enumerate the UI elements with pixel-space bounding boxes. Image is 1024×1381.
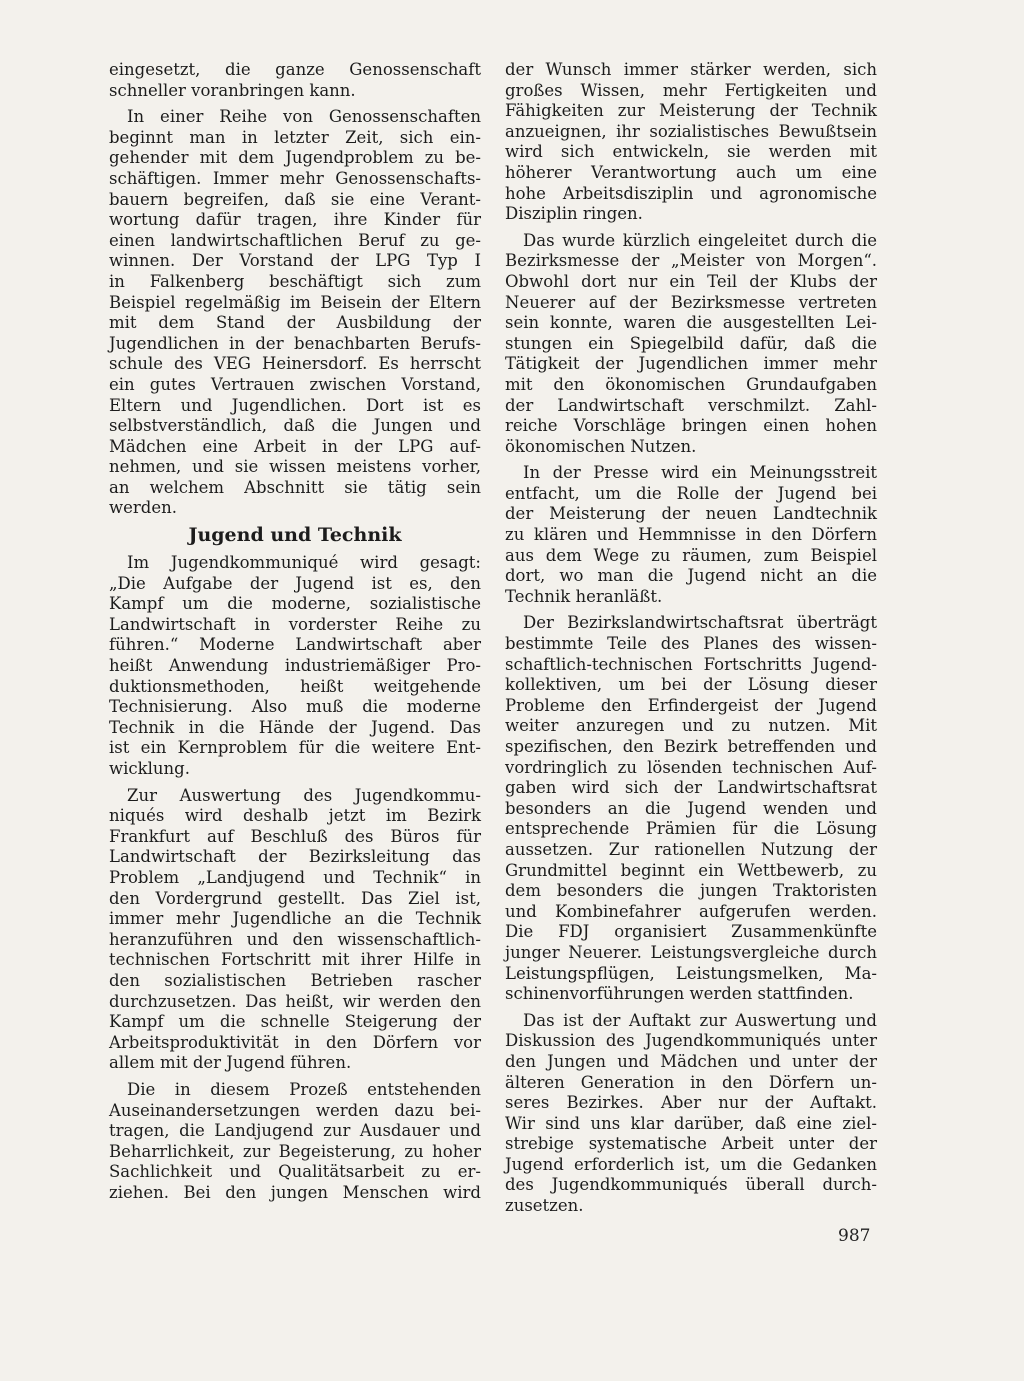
- text-line: heranzuführen und den wissenschaftlich-: [109, 929, 481, 949]
- text-line: mit dem Stand der Ausbildung der: [109, 313, 481, 333]
- text-line: Der Bezirkslandwirtschaftsrat überträgt: [523, 613, 877, 633]
- text-line: großes Wissen, mehr Fertigkeiten und: [505, 80, 877, 100]
- text-line: Probleme den Erfindergeist der Jugend: [505, 695, 877, 715]
- text-line: in Falkenberg beschäftigt sich zum: [109, 271, 481, 291]
- text-line: eingesetzt, die ganze Genossenschaft: [109, 60, 481, 79]
- text-line: ist ein Kernproblem für die weitere Ent-: [109, 738, 481, 758]
- text-line: schaftlich-technischen Fortschritts Jugend-: [505, 654, 877, 674]
- text-line: aus dem Wege zu räumen, zum Beispiel: [505, 545, 877, 565]
- text-line: schule des VEG Heinersdorf. Es herrscht: [109, 354, 481, 374]
- text-line: wortung dafür tragen, ihre Kinder für: [109, 210, 481, 230]
- text-line: Die in diesem Prozeß entstehenden: [127, 1079, 481, 1099]
- text-line: Wir sind uns klar darüber, daß eine ziel-: [505, 1113, 877, 1133]
- left-column: [109, 60, 481, 1203]
- text-line: Frankfurt auf Beschluß des Büros für: [109, 826, 481, 846]
- paragraph: [109, 553, 481, 780]
- paragraph: [505, 60, 877, 225]
- text-line: schäftigen. Immer mehr Genossenschafts-: [109, 168, 481, 188]
- text-line: der Landwirtschaft verschmilzt. Zahl-: [505, 395, 877, 415]
- text-line: Problem „Landjugend und Technik“ in: [109, 867, 481, 887]
- text-line: dem besonders die jungen Traktoristen: [505, 881, 877, 901]
- text-line: entsprechende Prämien für die Lösung: [505, 819, 877, 839]
- text-line: höherer Verantwortung auch um eine: [505, 162, 877, 182]
- text-line: durchzusetzen. Das heißt, wir werden den: [109, 991, 481, 1011]
- text-line: schinenvorführungen werden stattfinden.: [505, 984, 854, 1004]
- text-line: wicklung.: [109, 759, 190, 778]
- paragraph: [505, 613, 877, 1004]
- text-line: den Jungen und Mädchen und unter der: [505, 1051, 877, 1071]
- text-line: Technik in die Hände der Jugend. Das: [109, 717, 481, 737]
- text-line: weiter anzuregen und zu nutzen. Mit: [505, 716, 877, 736]
- text-line: Eltern und Jugendlichen. Dort ist es: [109, 395, 481, 415]
- text-line: Landwirtschaft in vorderster Reihe zu: [109, 614, 481, 634]
- text-line: Jugendlichen in der benachbarten Berufs-: [109, 333, 481, 353]
- text-line: immer mehr Jugendliche an die Technik: [109, 909, 481, 929]
- text-line: ein gutes Vertrauen zwischen Vorstand,: [109, 374, 481, 394]
- text-line: Technisierung. Also muß die moderne: [109, 697, 481, 717]
- text-line: wird sich entwickeln, sie werden mit: [505, 142, 877, 162]
- text-line: einen landwirtschaftlichen Beruf zu ge-: [109, 230, 481, 250]
- text-line: nehmen, und sie wissen meistens vorher,: [109, 457, 481, 477]
- text-line: ökonomischen Nutzen.: [505, 436, 697, 456]
- text-line: niqués wird deshalb jetzt im Bezirk: [109, 806, 481, 826]
- paragraph: [109, 786, 481, 1074]
- text-line: Diskussion des Jugendkommuniqués unter: [505, 1031, 877, 1051]
- text-line: dort, wo man die Jugend nicht an die: [505, 566, 877, 586]
- paragraph: [505, 1011, 877, 1217]
- text-line: schneller voranbringen kann.: [109, 80, 356, 100]
- text-line: Jugend erforderlich ist, um die Gedanken: [505, 1154, 877, 1174]
- text-line: winnen. Der Vorstand der LPG Typ I: [109, 251, 481, 271]
- text-line: Das ist der Auftakt zur Auswertung und: [523, 1010, 877, 1030]
- text-line: gaben wird sich der Landwirtschaftsrat: [505, 778, 877, 798]
- text-line: hohe Arbeitsdisziplin und agronomische: [505, 183, 877, 203]
- text-line: technischen Fortschritt mit ihrer Hilfe in: [109, 950, 481, 970]
- text-line: tragen, die Landjugend zur Ausdauer und: [109, 1121, 481, 1141]
- text-line: „Die Aufgabe der Jugend ist es, den: [109, 573, 481, 593]
- page-number: 987: [838, 1226, 871, 1246]
- text-line: zusetzen.: [505, 1196, 584, 1216]
- right-column: [505, 60, 877, 1217]
- text-line: beginnt man in letzter Zeit, sich ein-: [109, 127, 481, 147]
- text-line: Das wurde kürzlich eingeleitet durch die: [523, 230, 877, 250]
- text-line: Zur Auswertung des Jugendkommu-: [127, 785, 481, 805]
- paragraph: [109, 1080, 481, 1204]
- text-line: In der Presse wird ein Meinungsstreit: [523, 463, 877, 483]
- text-line: älteren Generation in den Dörfern un-: [505, 1072, 877, 1092]
- text-line: heißt Anwendung industriemäßiger Pro-: [109, 656, 481, 676]
- text-line: Landwirtschaft der Bezirksleitung das: [109, 847, 481, 867]
- text-line: Arbeitsproduktivität in den Dörfern vor: [109, 1032, 481, 1052]
- text-line: Tätigkeit der Jugendlichen immer mehr: [505, 354, 877, 374]
- text-line: gehender mit dem Jugendproblem zu be-: [109, 148, 481, 168]
- text-line: Kampf um die schnelle Steigerung der: [109, 1012, 481, 1032]
- section-heading: Jugend und Technik: [188, 524, 402, 547]
- text-line: zu klären und Hemmnisse in den Dörfern: [505, 525, 877, 545]
- text-line: stungen ein Spiegelbild dafür, daß die: [505, 333, 877, 353]
- text-line: Bezirksmesse der „Meister von Morgen“.: [505, 251, 877, 271]
- text-line: führen.“ Moderne Landwirtschaft aber: [109, 635, 481, 655]
- text-line: bestimmte Teile des Planes des wissen-: [505, 634, 877, 654]
- text-line: Leistungspflügen, Leistungsmelken, Ma-: [505, 963, 877, 983]
- text-line: Beharrlichkeit, zur Begeisterung, zu hoher: [109, 1141, 481, 1161]
- text-line: besonders an die Jugend wenden und: [505, 798, 877, 818]
- text-line: bauern begreifen, daß sie eine Verant-: [109, 189, 481, 209]
- paragraph: [109, 60, 481, 101]
- text-line: Neuerer auf der Bezirksmesse vertreten: [505, 292, 877, 312]
- text-line: seres Bezirkes. Aber nur der Auftakt.: [505, 1093, 877, 1113]
- text-line: aussetzen. Zur rationellen Nutzung der: [505, 839, 877, 859]
- text-line: strebige systematische Arbeit unter der: [505, 1134, 877, 1154]
- text-line: entfacht, um die Rolle der Jugend bei: [505, 483, 877, 503]
- text-line: Im Jugendkommuniqué wird gesagt:: [127, 553, 481, 573]
- text-line: Mädchen eine Arbeit in der LPG auf-: [109, 436, 481, 456]
- text-line: den Vordergrund gestellt. Das Ziel ist,: [109, 888, 481, 908]
- text-line: Sachlichkeit und Qualitätsarbeit zu er-: [109, 1162, 481, 1182]
- text-line: allem mit der Jugend führen.: [109, 1053, 352, 1073]
- paragraph: [505, 463, 877, 607]
- text-line: anzueignen, ihr sozialistisches Bewußtsein: [505, 121, 877, 141]
- text-line: des Jugendkommuniqués überall durch-: [505, 1175, 877, 1195]
- text-line: den sozialistischen Betrieben rascher: [109, 970, 481, 990]
- text-line: selbstverständlich, daß die Jungen und: [109, 416, 481, 436]
- text-line: reiche Vorschläge bringen einen hohen: [505, 416, 877, 436]
- text-line: kollektiven, um bei der Lösung dieser: [505, 675, 877, 695]
- text-line: Grundmittel beginnt ein Wettbewerb, zu: [505, 860, 877, 880]
- text-line: Beispiel regelmäßig im Beisein der Eltern: [109, 292, 481, 312]
- paragraph: [109, 107, 481, 519]
- text-line: Die FDJ organisiert Zusammenkünfte: [505, 922, 877, 942]
- text-line: mit den ökonomischen Grundaufgaben: [505, 374, 877, 394]
- text-line: und Kombinefahrer aufgerufen werden.: [505, 901, 877, 921]
- text-line: Auseinandersetzungen werden dazu bei-: [109, 1100, 481, 1120]
- text-line: In einer Reihe von Genossenschaften: [127, 107, 481, 127]
- text-line: duktionsmethoden, heißt weitgehende: [109, 676, 481, 696]
- paragraph: [505, 231, 877, 458]
- text-line: ziehen. Bei den jungen Menschen wird: [109, 1182, 481, 1202]
- text-line: der Wunsch immer stärker werden, sich: [505, 60, 877, 79]
- text-line: an welchem Abschnitt sie tätig sein: [109, 477, 481, 497]
- text-line: Technik heranläßt.: [505, 586, 663, 606]
- text-line: der Meisterung der neuen Landtechnik: [505, 504, 877, 524]
- text-line: Fähigkeiten zur Meisterung der Technik: [505, 101, 877, 121]
- text-line: vordringlich zu lösenden technischen Auf-: [505, 757, 877, 777]
- text-line: Obwohl dort nur ein Teil der Klubs der: [505, 271, 877, 291]
- text-line: sein konnte, waren die ausgestellten Lei-: [505, 313, 877, 333]
- text-line: Kampf um die moderne, sozialistische: [109, 594, 481, 614]
- text-line: spezifischen, den Bezirk betreffenden und: [505, 737, 877, 756]
- text-line: junger Neuerer. Leistungsvergleiche durch: [505, 942, 877, 962]
- text-line: Disziplin ringen.: [505, 204, 643, 224]
- text-line: werden.: [109, 498, 177, 518]
